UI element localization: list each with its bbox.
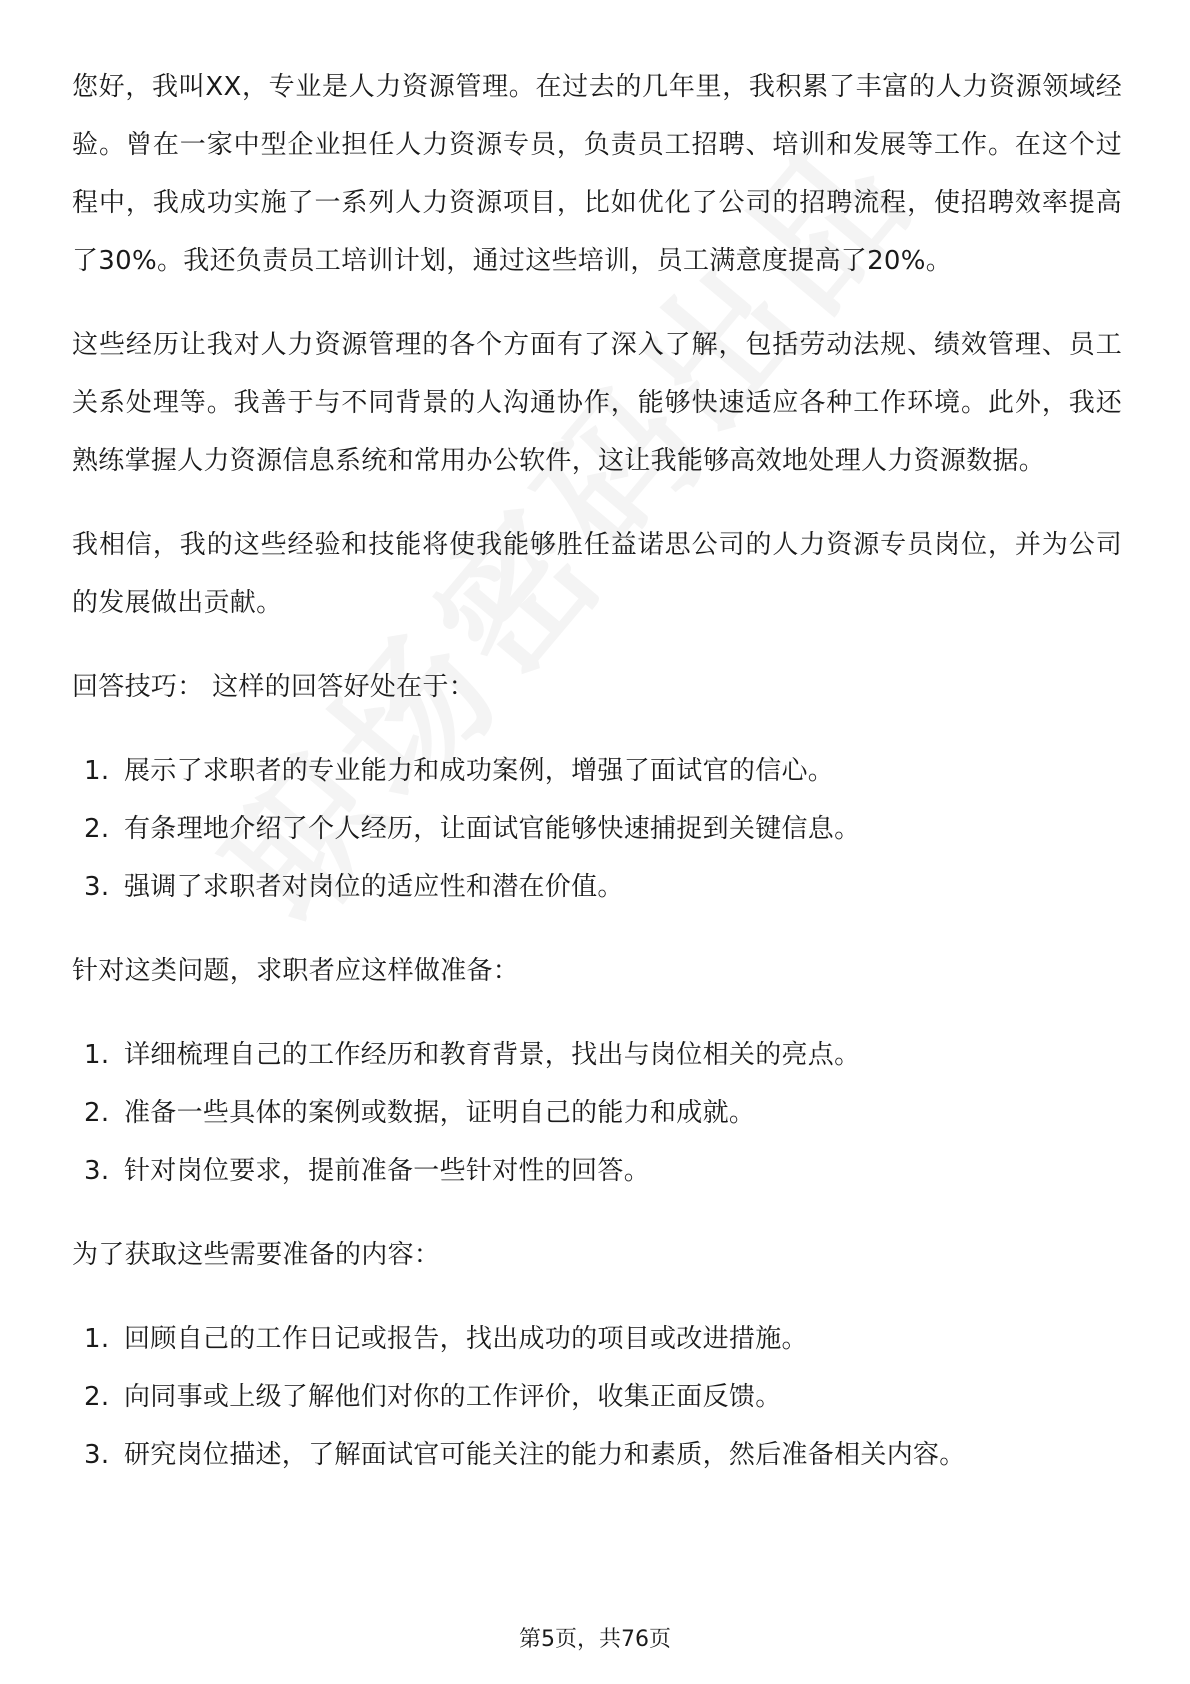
list-number: 1. xyxy=(84,756,110,786)
gather-heading: 为了获取这些需要准备的内容： xyxy=(72,1240,441,1270)
list-number: 1. xyxy=(84,1324,110,1354)
list-text: 准备一些具体的案例或数据，证明自己的能力和成就。 xyxy=(124,1098,756,1128)
list-number: 2. xyxy=(84,814,110,844)
prep-heading: 针对这类问题，求职者应这样做准备： xyxy=(72,956,520,986)
list-text: 详细梳理自己的工作经历和教育背景，找出与岗位相关的亮点。 xyxy=(124,1040,861,1070)
list-text: 强调了求职者对岗位的适应性和潜在价值。 xyxy=(124,872,624,902)
list-number: 3. xyxy=(84,1440,110,1470)
list-number: 3. xyxy=(84,1156,110,1186)
document-body xyxy=(72,58,1122,1510)
page-number: 第5页，共76页 xyxy=(519,1627,671,1652)
paragraph-experience: 这些经历让我对人力资源管理的各个方面有了深入了解，包括劳动法规、绩效管理、员工关系处理等。我善于与不同背景的人沟通协作，能够快速适应各种工作环境。此外，我还熟练掌握人力资源信息系统和常用办公软件，这让我能够高效地处理人力资源数据。 xyxy=(72,330,1122,476)
list-text: 针对岗位要求，提前准备一些针对性的回答。 xyxy=(124,1156,651,1186)
paragraph-conclusion: 我相信，我的这些经验和技能将使我能够胜任益诺思公司的人力资源专员岗位，并为公司的发展做出贡献。 xyxy=(72,530,1122,618)
list-number: 3. xyxy=(84,872,110,902)
paragraph-intro: 您好，我叫XX，专业是人力资源管理。在过去的几年里，我积累了丰富的人力资源领域经验。曾在一家中型企业担任人力资源专员，负责员工招聘、培训和发展等工作。在这个过程中，我成功实施了一系列人力资源项目，比如优化了公司的招聘流程，使招聘效率提高了30%。我还负责员工培训计划，通过这些培训，员工满意度提高了20%。 xyxy=(72,72,1122,276)
tips-heading: 回答技巧： 这样的回答好处在于： xyxy=(72,672,476,702)
list-number: 2. xyxy=(84,1382,110,1412)
list-number: 2. xyxy=(84,1098,110,1128)
list-text: 有条理地介绍了个人经历，让面试官能够快速捕捉到关键信息。 xyxy=(124,814,861,844)
list-text: 回顾自己的工作日记或报告，找出成功的项目或改进措施。 xyxy=(124,1324,808,1354)
list-item xyxy=(72,1368,1122,1426)
list-item xyxy=(72,800,1122,858)
list-item xyxy=(72,1426,1122,1484)
list-item xyxy=(72,1142,1122,1200)
list-item xyxy=(72,1026,1122,1084)
list-text: 向同事或上级了解他们对你的工作评价，收集正面反馈。 xyxy=(124,1382,782,1412)
tips-list xyxy=(72,742,1122,916)
list-item xyxy=(72,858,1122,916)
prep-list xyxy=(72,1026,1122,1200)
list-number: 1. xyxy=(84,1040,110,1070)
list-item xyxy=(72,1310,1122,1368)
list-text: 展示了求职者的专业能力和成功案例，增强了面试官的信心。 xyxy=(124,756,835,786)
list-item xyxy=(72,742,1122,800)
gather-list xyxy=(72,1310,1122,1484)
list-item xyxy=(72,1084,1122,1142)
list-text: 研究岗位描述，了解面试官可能关注的能力和素质，然后准备相关内容。 xyxy=(124,1440,966,1470)
